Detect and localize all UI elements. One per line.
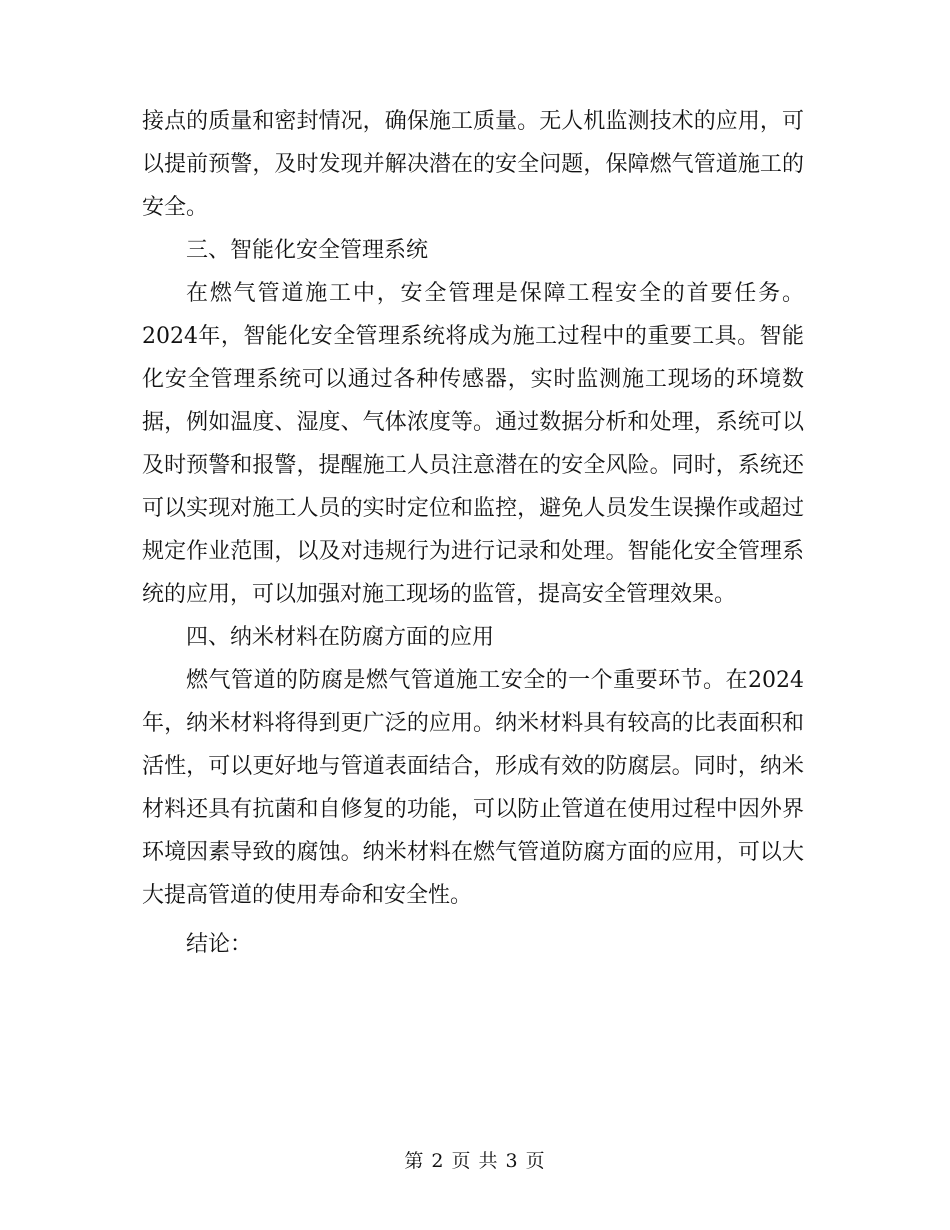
page-footer	[0, 1146, 950, 1173]
conclusion-heading: 结论：	[186, 932, 253, 957]
paragraph-nano-materials: 燃气管道的防腐是燃气管道施工安全的一个重要环节。在2024年，纳米材料将得到更广泛的应用。纳米材料具有较高的比表面积和活性，可以更好地与管道表面结合，形成有效的防腐层。同时，纳米材料还具有抗菌和自修复的功能，可以防止管道在使用过程中因外界环境因素导致的腐蚀。纳米材料在燃气管道防腐方面的应用，可以大大提高管道的使用寿命和安全性。	[142, 668, 804, 908]
paragraph-continuation: 接点的质量和密封情况，确保施工质量。无人机监测技术的应用，可以提前预警，及时发现并解决潜在的安全问题，保障燃气管道施工的安全。	[142, 109, 804, 220]
section-heading-3: 三、智能化安全管理系统	[186, 238, 429, 263]
paragraph-safety-system: 在燃气管道施工中，安全管理是保障工程安全的首要任务。2024年，智能化安全管理系统将成为施工过程中的重要工具。智能化安全管理系统可以通过各种传感器，实时监测施工现场的环境数据，例如温度、湿度、气体浓度等。通过数据分析和处理，系统可以及时预警和报警，提醒施工人员注意潜在的安全风险。同时，系统还可以实现对施工人员的实时定位和监控，避免人员发生误操作或超过规定作业范围，以及对违规行为进行记录和处理。智能化安全管理系统的应用，可以加强对施工现场的监管，提高安全管理效果。	[142, 281, 804, 607]
page-number-label: 第 2 页 共 3 页	[404, 1150, 546, 1172]
section-heading-4: 四、纳米材料在防腐方面的应用	[186, 625, 495, 650]
document-body	[142, 100, 804, 966]
